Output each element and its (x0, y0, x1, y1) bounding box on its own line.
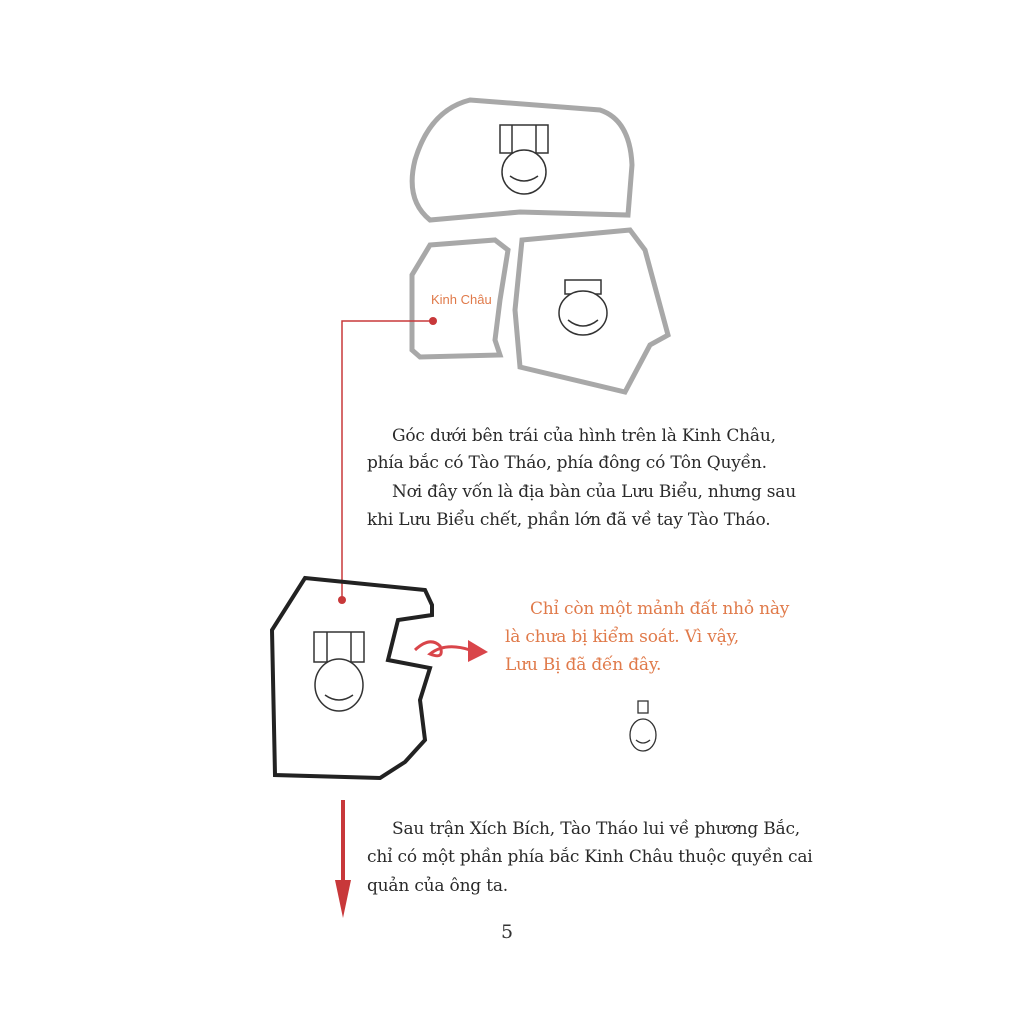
sun-quan-face-icon (559, 280, 607, 335)
callout-line: là chưa bị kiểm soát. Vì vậy, (505, 627, 739, 647)
paragraph2-line: quản của ông ta. (367, 876, 508, 896)
curved-arrow-icon (415, 642, 470, 656)
paragraph2-line: chỉ có một phần phía bắc Kinh Châu thuộc quyền cai (367, 847, 813, 867)
liu-biao-face-icon (314, 632, 364, 711)
paragraph1-line: phía bắc có Tào Tháo, phía đông có Tôn Quyền. (367, 453, 767, 473)
paragraph1-line: khi Lưu Biểu chết, phần lớn đã về tay Tào Tháo. (367, 510, 771, 530)
kinh-chau-label: Kinh Châu (431, 292, 492, 307)
callout-line: Lưu Bị đã đến đây. (505, 655, 662, 675)
down-arrow-icon (335, 800, 351, 918)
cao-cao-face-icon (500, 125, 548, 194)
page-number: 5 (501, 921, 514, 943)
liu-bei-face-icon (630, 701, 656, 751)
paragraph1-line: Nơi đây vốn là địa bàn của Lưu Biểu, nhưng sau (392, 482, 796, 502)
paragraph1-line: Góc dưới bên trái của hình trên là Kinh Châu, (392, 426, 776, 446)
paragraph2-line: Sau trận Xích Bích, Tào Tháo lui về phương Bắc, (392, 819, 800, 839)
callout-line: Chỉ còn một mảnh đất nhỏ này (530, 599, 790, 619)
